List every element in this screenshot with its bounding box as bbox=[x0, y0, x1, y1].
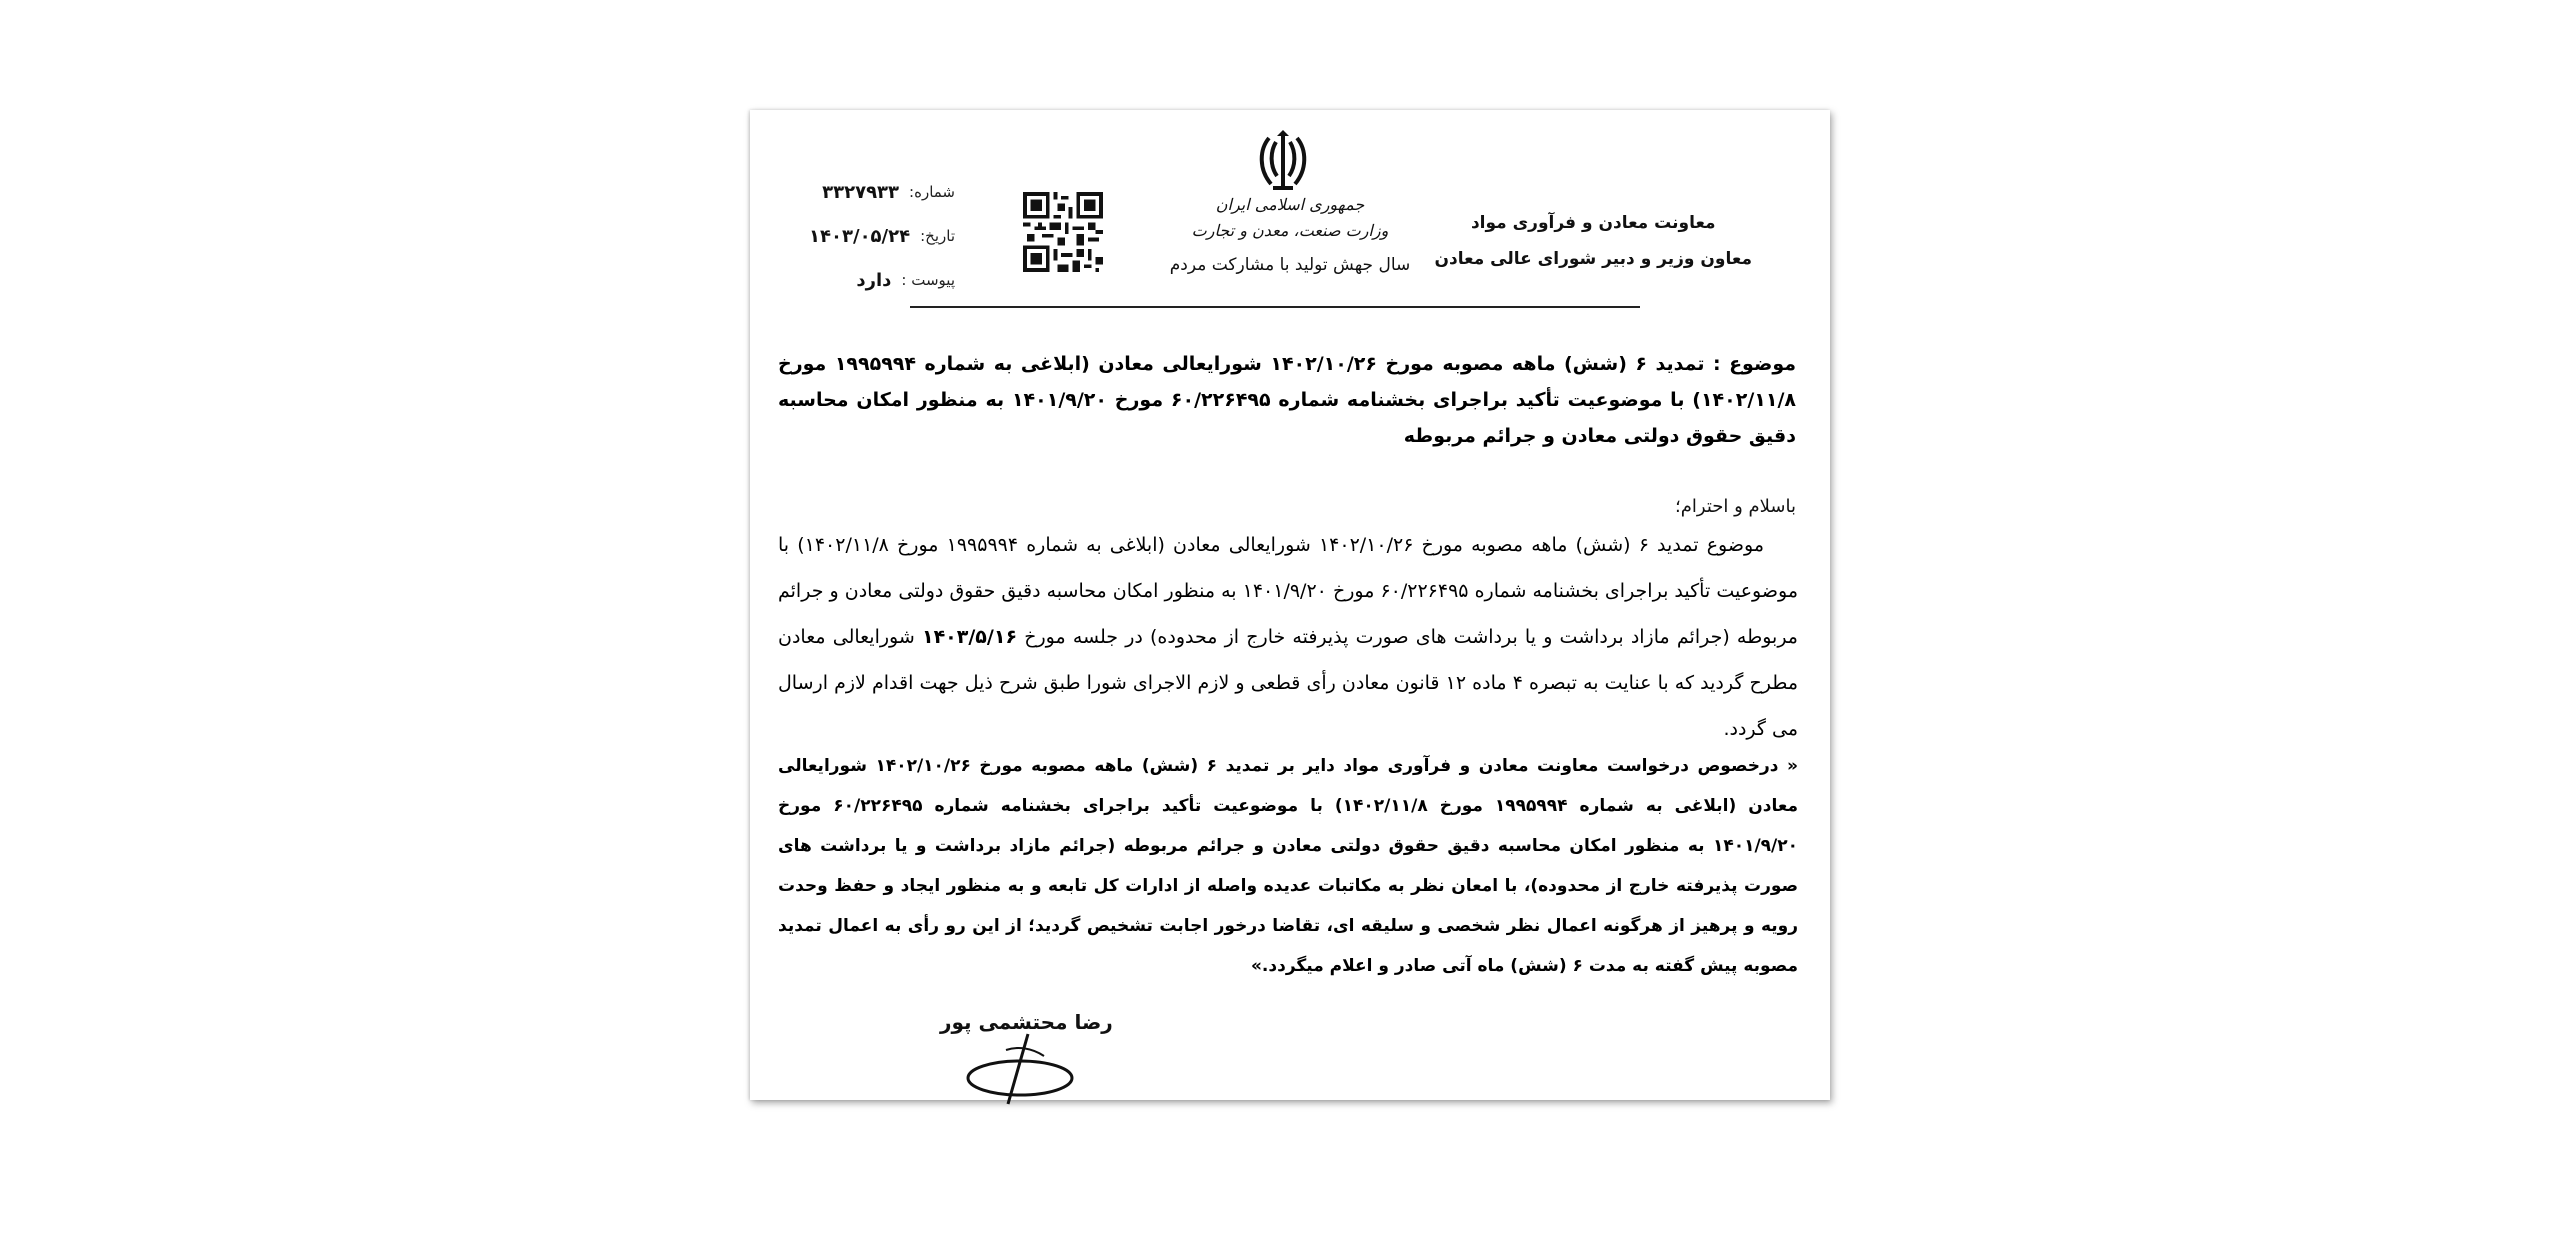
ministry-title: وزارت صنعت، معدن و تجارت bbox=[1191, 221, 1389, 240]
issuer-line-2: معاون وزیر و دبیر شورای عالی معادن bbox=[1434, 249, 1752, 269]
header-divider bbox=[910, 306, 1640, 308]
year-motto: سال جهش تولید با مشارکت مردم bbox=[1169, 255, 1411, 275]
meeting-date: ۱۴۰۳/۵/۱۶ bbox=[921, 626, 1018, 648]
signatory-name: رضا محتشمی پور bbox=[940, 1010, 1113, 1034]
letter-number-row bbox=[750, 170, 955, 214]
letter-attachment-row bbox=[750, 258, 955, 302]
letter-date-row bbox=[750, 214, 955, 258]
body-part-2: شورایعالی معادن مطرح گردید که با عنایت به تبصره ۴ ماده ۱۲ قانون معادن رأی قطعی و لازم الاجرای شورا طبق شرح ذیل جهت اقدام لازم ارسال می گردد. bbox=[778, 626, 1799, 740]
number-label: شماره: bbox=[909, 183, 955, 201]
ministry-block bbox=[1150, 192, 1430, 280]
attachment-label: پیوست : bbox=[901, 271, 955, 289]
date-value: ۱۴۰۳/۰۵/۲۴ bbox=[809, 225, 911, 247]
letter-subject: موضوع : تمدید ۶ (شش) ماهه مصوبه مورخ ۱۴۰۲/۱۰/۲۶ شورایعالی معادن (ابلاغی به شماره ۱۹۹۵۹۹۴ مورخ ۱۴۰۲/۱۱/۸) با موضوعیت تأکید براجرای بخشنامه شماره ۶۰/۲۲۶۴۹۵ مورخ ۱۴۰۱/۹/۲۰ به منظور امکان محاسبه دقیق حقوق دولتی معادن و جرائم مربوطه bbox=[778, 353, 1796, 447]
greeting: باسلام و احترام؛ bbox=[1675, 496, 1796, 517]
letter-meta bbox=[750, 170, 955, 302]
body-part-1: موضوع تمدید ۶ (شش) ماهه مصوبه مورخ ۱۴۰۲/۱۰/۲۶ شورایعالی معادن (ابلاغی به شماره ۱۹۹۵۹۹۴ مورخ ۱۴۰۲/۱۱/۸) با موضوعیت تأکید براجرای بخشنامه شماره ۶۰/۲۲۶۴۹۵ مورخ ۱۴۰۱/۹/۲۰ به منظور امکان محاسبه دقیق حقوق دولتی معادن و جرائم مربوطه (جرائم مازاد برداشت و یا برداشت های صورت پذیرفته خارج از محدوده) در جلسه مورخ bbox=[778, 534, 1798, 648]
signature-mark bbox=[958, 1030, 1088, 1110]
date-label: تاریخ: bbox=[920, 227, 955, 245]
letter-page bbox=[750, 110, 1830, 1100]
attachment-value: دارد bbox=[856, 269, 892, 291]
council-decision-quote: « درخصوص درخواست معاونت معادن و فرآوری مواد دایر بر تمدید ۶ (شش) ماهه مصوبه مورخ ۱۴۰۲/۱۰/۲۶ شورایعالی معادن (ابلاغی به شماره ۱۹۹۵۹۹۴ مورخ ۱۴۰۲/۱۱/۸) با موضوعیت تأکید براجرای بخشنامه شماره ۶۰/۲۲۶۴۹۵ مورخ ۱۴۰۱/۹/۲۰ به منظور امکان محاسبه دقیق حقوق دولتی معادن و جرائم مربوطه (جرائم مازاد برداشت و یا برداشت های صورت پذیرفته خارج از محدوده)، با امعان نظر به مکاتبات عدیده واصله از ادارات کل تابعه و به منظور ایجاد و حفظ وحدت رویه و پرهیز از هرگونه اعمال نظر شخصی و سلیقه ای، تقاضا درخور اجابت تشخیص گردید؛ از این رو رأی به اعمال تمدید مصوبه پیش گفته به مدت ۶ (شش) ماه آتی صادر و اعلام میگردد.» bbox=[778, 756, 1799, 976]
republic-title: جمهوری اسلامی ایران bbox=[1215, 195, 1365, 214]
number-value: ۳۳۲۷۹۳۳ bbox=[822, 181, 900, 203]
iran-emblem-icon bbox=[1255, 128, 1311, 196]
qr-code-icon bbox=[1023, 192, 1103, 272]
issuer-block bbox=[1435, 205, 1752, 277]
letter-body bbox=[778, 522, 1798, 752]
issuer-line-1: معاونت معادن و فرآوری مواد bbox=[1470, 213, 1716, 233]
